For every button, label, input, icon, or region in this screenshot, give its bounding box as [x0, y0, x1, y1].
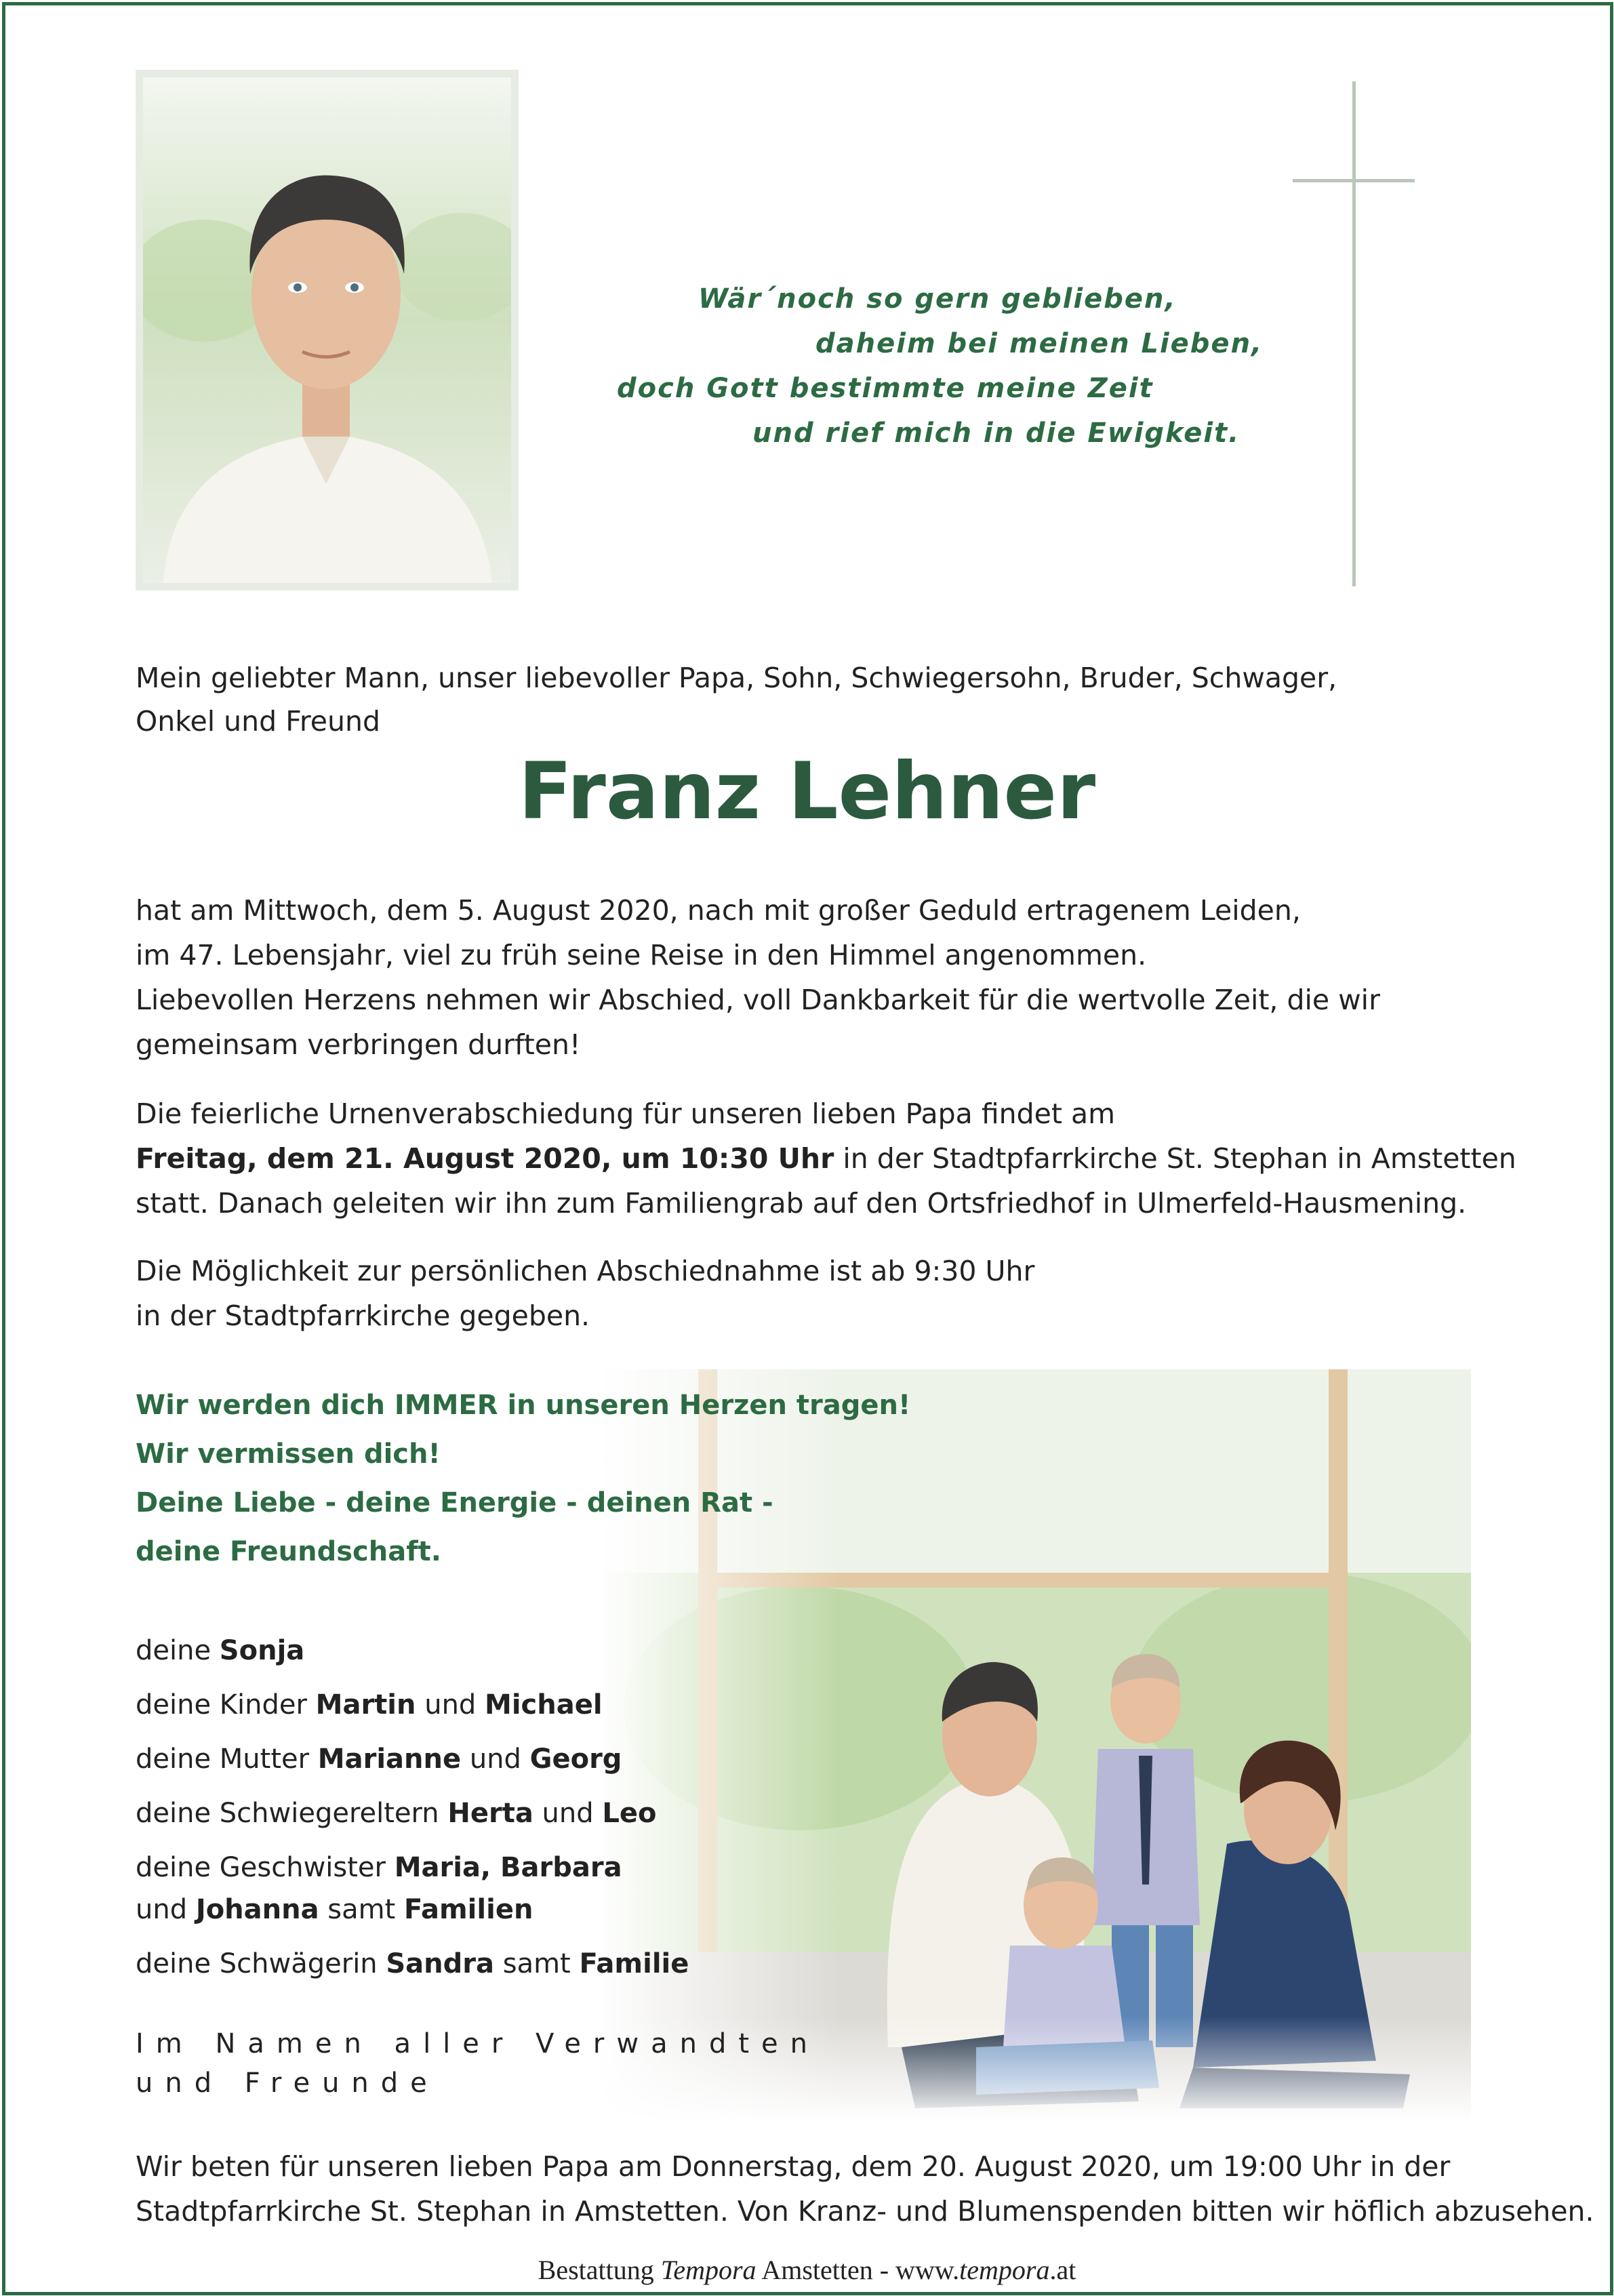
- intro-line-1: Mein geliebter Mann, unser liebevoller Papa, Sohn, Schwiegersohn, Bruder, Schwager,: [136, 662, 1337, 694]
- verse-line-2: daheim bei meinen Lieben,: [815, 328, 1264, 359]
- mourner-children: deine Kinder Martin und Michael: [136, 1689, 603, 1720]
- body-line-1: hat am Mittwoch, dem 5. August 2020, nach mit großer Geduld ertragenem Leiden,: [136, 894, 1301, 927]
- funeral-home-footer: Bestattung Tempora Amstetten - www.tempora.at: [538, 2255, 1076, 2285]
- cross-vertical: [1352, 81, 1356, 586]
- love-line-4: deine Freundschaft.: [136, 1536, 441, 1567]
- prayer-line-1: Wir beten für unseren lieben Papa am Donnerstag, dem 20. August 2020, um 19:00 Uhr in der: [136, 2150, 1451, 2183]
- signature-line-1: Im Namen aller Verwandten: [136, 2028, 820, 2059]
- verse-line-1: Wär´noch so gern geblieben,: [698, 283, 1177, 315]
- mourner-sister-in-law: deine Schwägerin Sandra samt Familie: [136, 1948, 689, 1979]
- love-line-2: Wir vermissen dich!: [136, 1438, 441, 1470]
- mourner-mother: deine Mutter Marianne und Georg: [136, 1744, 622, 1775]
- family-scene: [597, 1369, 1471, 2122]
- mourner-sonja: deine Sonja: [136, 1635, 305, 1666]
- mourner-in-laws: deine Schwiegereltern Herta und Leo: [136, 1798, 657, 1829]
- farewell-line-1: Die Möglichkeit zur persönlichen Abschiednahme ist ab 9:30 Uhr: [136, 1255, 1035, 1287]
- body-line-2: im 47. Lebensjahr, viel zu früh seine Reise in den Himmel angenommen.: [136, 939, 1147, 971]
- portrait-photo: [136, 70, 519, 590]
- ceremony-place: in der Stadtpfarrkirche St. Stephan in Amstetten: [834, 1142, 1516, 1175]
- deceased-name: Franz Lehner: [518, 746, 1096, 837]
- portrait-figure: [143, 77, 511, 583]
- ceremony-date: Freitag, dem 21. August 2020, um 10:30 Uhr: [136, 1142, 834, 1175]
- signature-line-2: und Freunde: [136, 2068, 439, 2099]
- mourner-siblings-2: und Johanna samt Familien: [136, 1894, 533, 1925]
- ceremony-line-1: Die feierliche Urnenverabschiedung für unseren lieben Papa findet am: [136, 1097, 1116, 1130]
- prayer-line-2: Stadtpfarrkirche St. Stephan in Amstetten. Von Kranz- und Blumenspenden bitten wir höflich abzusehen.: [136, 2195, 1594, 2228]
- farewell-line-2: in der Stadtpfarrkirche gegeben.: [136, 1300, 590, 1332]
- cross-horizontal: [1293, 179, 1415, 182]
- mourner-siblings-1: deine Geschwister Maria, Barbara: [136, 1852, 622, 1883]
- brand-logo-text: Tempora: [660, 2255, 756, 2285]
- ceremony-line-2: [136, 1136, 1516, 1181]
- love-line-1: Wir werden dich IMMER in unseren Herzen tragen!: [136, 1390, 911, 1421]
- body-line-3: Liebevollen Herzens nehmen wir Abschied, voll Dankbarkeit für die wertvolle Zeit, die wir: [136, 984, 1380, 1016]
- verse-line-3: doch Gott bestimmte meine Zeit: [617, 373, 1154, 404]
- body-line-4: gemeinsam verbringen durften!: [136, 1028, 581, 1061]
- ceremony-line-3: statt. Danach geleiten wir ihn zum Familiengrab auf den Ortsfriedhof in Ulmerfeld-Hausmening.: [136, 1187, 1467, 1220]
- verse-line-4: und rief mich in die Ewigkeit.: [752, 418, 1240, 449]
- family-photo: [597, 1369, 1471, 2122]
- love-line-3: Deine Liebe - deine Energie - deinen Rat -: [136, 1487, 773, 1518]
- intro-line-2: Onkel und Freund: [136, 705, 380, 738]
